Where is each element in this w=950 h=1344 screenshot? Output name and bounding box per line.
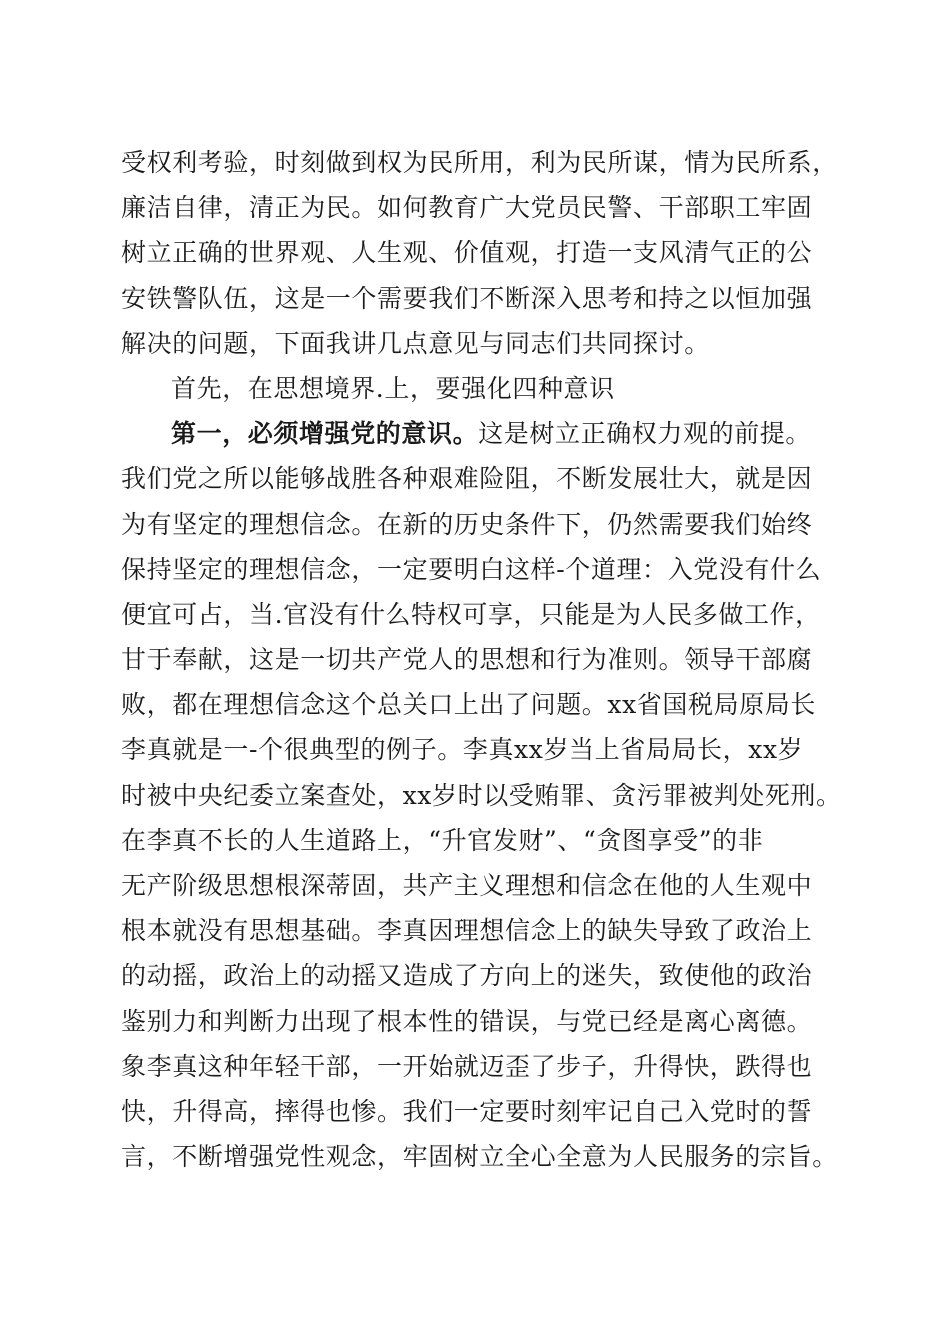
- body-text: [121, 140, 841, 1179]
- text-line: 安铁警队伍，这是一个需要我们不断深入思考和持之以恒加强: [121, 283, 813, 313]
- text-line: 解决的问题，下面我讲几点意见与同志们共同探讨。: [121, 328, 710, 358]
- text-line: 言，不断增强党性观念，牢固树立全心全意为人民服务的宗旨。: [121, 1142, 838, 1172]
- text-line: 甘于奉献，这是一切共产党人的思想和行为准则。领导干部腐: [121, 645, 813, 675]
- text-line: 我们党之所以能够战胜各种艰难险阻，不断发展壮大，就是因: [121, 464, 813, 494]
- section-heading: 首先，在思想境界.上，要强化四种意识: [171, 373, 615, 403]
- text-line: 鉴别力和判断力出现了根本性的错误，与党已经是离心离德。: [121, 1006, 813, 1036]
- text-line: 败，都在理想信念这个总关口上出了问题。xx省国税局原局长: [121, 690, 817, 720]
- text-line: 保持坚定的理想信念，一定要明白这样-个道理：入党没有什么: [121, 554, 822, 584]
- text-line: 根本就没有思想基础。李真因理想信念上的缺失导致了政治上: [121, 916, 813, 946]
- subsection-heading: 第一，必须增强党的意识。: [171, 419, 479, 449]
- text-line: 的动摇，政治上的动摇又造成了方向上的迷失，致使他的政治: [121, 961, 813, 991]
- subsection-text: 这是树立正确权力观的前提。: [478, 419, 812, 449]
- text-line: 廉洁自律，清正为民。如何教育广大党员民警、干部职工牢固: [121, 193, 813, 223]
- text-line: 无产阶级思想根深蒂固，共产主义理想和信念在他的人生观中: [121, 871, 813, 900]
- subsection-line: [121, 411, 841, 456]
- text-line: 时被中央纪委立案查处，xx岁时以受贿罪、贪污罪被判处死刑。: [121, 780, 842, 810]
- text-line: 在李真不长的人生道路上，“升官发财”、“贪图享受”的非: [121, 825, 764, 855]
- text-line: 为有坚定的理想信念。在新的历史条件下，仍然需要我们始终: [121, 509, 813, 539]
- text-line: 便宜可占，当.官没有什么特权可享，只能是为人民多做工作，: [121, 599, 821, 629]
- text-line: 象李真这种年轻干部，一开始就迈歪了步子，升得快，跌得也: [121, 1051, 813, 1081]
- text-line: 树立正确的世界观、人生观、价值观，打造一支风清气正的公: [121, 238, 813, 268]
- text-line: 李真就是一-个很典型的例子。李真xx岁当上省局局长，xx岁: [121, 735, 804, 765]
- text-line: 受权利考验，时刻做到权为民所用，利为民所谋，情为民所系，: [121, 148, 838, 177]
- text-line: 快，升得高，摔得也惨。我们一定要时刻牢记自己入党时的誓: [121, 1096, 813, 1126]
